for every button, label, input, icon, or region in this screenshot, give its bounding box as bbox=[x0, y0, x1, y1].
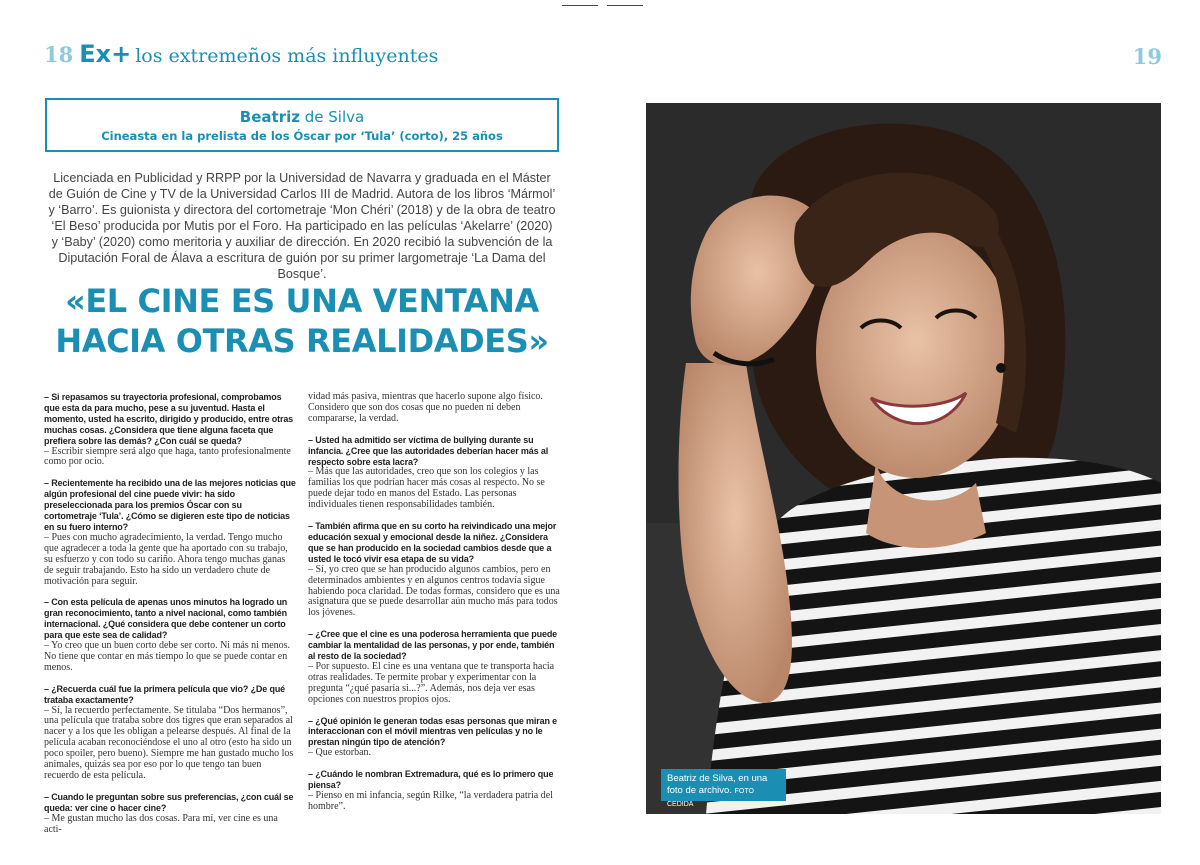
crop-mark-right bbox=[607, 0, 643, 6]
portrait-illustration bbox=[646, 103, 1161, 814]
qa-block bbox=[44, 597, 296, 673]
headline-line-2: HACIA OTRAS REALIDADES» bbox=[55, 322, 549, 360]
interview-column-right bbox=[308, 392, 560, 823]
question: – ¿Cuándo le nombran Extremadura, qué es lo primero que piensa? bbox=[308, 769, 554, 791]
profile-name bbox=[47, 108, 557, 126]
qa-block bbox=[308, 521, 560, 619]
qa-block bbox=[308, 629, 560, 705]
answer: – Me gustan mucho las dos cosas. Para mí, ver cine es una acti- bbox=[44, 812, 278, 835]
answer: – Sí, la recuerdo perfectamente. Se titulaba “Dos hermanos”, una película que trataba sobre dos tigres que eran separados al nacer y a los que les obligan a pelearse después. Al final de la película acaban reconociéndose el uno al otro (esto ha sido un poco spoiler, pero bueno). Siempre me han gustado mucho los animales, quizás sea por eso por lo que tengo tan buen recuerdo de esta película. bbox=[44, 704, 294, 781]
bio-paragraph: Licenciada en Publicidad y RRPP por la Universidad de Navarra y graduada en el Máster de Guión de Cine y TV de la Universidad Carlos III de Madrid. Autora de los libros ‘Mármol’ y ‘Barro’. Es guionista y directora del cortometraje ‘Mon Chéri’ (2018) y de la obra de teatro ‘El Beso’ producida por Mutis por el Foro. Ha participado en las películas ‘Akelarre’ (2020) y ‘Baby’ (2020) como meritoria y auxiliar de dirección. En 2020 recibió la subvención de la Diputación Foral de Álava a escritura de guión por su primer largometraje ‘La Dama del Bosque’. bbox=[48, 171, 556, 281]
profile-box bbox=[45, 98, 559, 152]
crop-mark-left bbox=[562, 0, 598, 6]
portrait-photo bbox=[646, 103, 1161, 814]
question: – También afirma que en su corto ha reivindicado una mejor educación sexual y emocional desde la niñez. ¿Considera que se han producido en la sociedad cambios desde que a usted le tocó vivir esa etapa de su vida? bbox=[308, 521, 557, 564]
question: – ¿Cree que el cine es una poderosa herramienta que puede cambiar la mentalidad de las personas, y por ende, también al resto de la sociedad? bbox=[308, 629, 558, 662]
question: – Usted ha admitido ser víctima de bullying durante su infancia. ¿Cree que las autoridades deberían hacer más al respecto sobre esta lacra? bbox=[308, 434, 549, 467]
interview-column-left bbox=[44, 392, 296, 846]
qa-continuation bbox=[308, 392, 560, 425]
brand-logo: Ex+ bbox=[79, 40, 132, 68]
photo-credit: FOTO CEDIDA bbox=[667, 788, 754, 808]
profile-role: Cineasta en la prelista de los Óscar por ‘Tula’ (corto), 25 años bbox=[101, 129, 503, 143]
qa-block bbox=[44, 684, 296, 782]
page-number-right: 19 bbox=[1132, 44, 1162, 69]
qa-block bbox=[308, 435, 560, 511]
answer: – Yo creo que un buen corto debe ser corto. Ni más ni menos. No tiene que contar en más tiempo lo que se puede contar en menos. bbox=[44, 640, 291, 673]
section-title: los extremeños más influyentes bbox=[135, 45, 439, 67]
page-header bbox=[44, 40, 438, 74]
answer: – Pienso en mi infancia, según Rilke, “la verdadera patria del hombre”. bbox=[308, 790, 553, 812]
question: – ¿Qué opinión le generan todas esas personas que miran e interaccionan con el móvil mientras ven películas y no le prestan ningún tipo de atención? bbox=[308, 715, 558, 748]
question: – ¿Recuerda cuál fue la primera película que vio? ¿De qué trataba exactamente? bbox=[44, 683, 286, 705]
answer: – Pues con mucho agradecimiento, la verdad. Tengo mucho que agradecer a toda la gente que ha aportado con su trabajo, su esfuerzo y con todo su cariño. Ahora tengo muchas ganas de seguir trabajando. Esto ha sido un verdadero chute de motivación para seguir. bbox=[44, 531, 288, 587]
qa-block bbox=[44, 478, 296, 587]
qa-block bbox=[44, 392, 296, 468]
answer-continuation: vidad más pasiva, mientras que hacerlo supone algo físico. Considero que son dos cosas que no pueden ni deben compararse, la verdad. bbox=[308, 391, 543, 424]
question: – Si repasamos su trayectoria profesional, comprobamos que esta da para mucho, pese a su juventud. Hasta el momento, usted ha escrito, dirigido y producido, entre otras muchas cosas. ¿Considera que tiene alguna faceta que prefiera sobre las demás? ¿Con cuál se queda? bbox=[44, 392, 294, 446]
answer: – Escribir siempre será algo que haga, tanto profesionalmente como por ocio. bbox=[44, 445, 291, 468]
profile-first-name: Beatriz bbox=[239, 108, 300, 126]
qa-block bbox=[44, 792, 296, 836]
question: – Con esta película de apenas unos minutos ha logrado un gran reconocimiento, tanto a nivel nacional, como también internacional. ¿Qué considera que debe contener un corto para que este sea de calidad? bbox=[44, 597, 288, 641]
question: – Cuando le preguntan sobre sus preferencias, ¿con cuál se queda: ver cine o hacer cine? bbox=[44, 791, 294, 813]
headline-line-1: «EL CINE ES UNA VENTANA bbox=[65, 282, 539, 320]
answer: – Más que las autoridades, creo que son los colegios y las familias los que podrían hacer más cosas al respecto. No se puede dejar todo en manos del Estado. Las personas individuales tienen responsabilidades también. bbox=[308, 466, 545, 511]
qa-block bbox=[308, 769, 560, 813]
caption-text: Beatriz de Silva, en una foto de archivo. bbox=[667, 773, 768, 796]
photo-caption bbox=[661, 769, 786, 808]
profile-last-name: de Silva bbox=[304, 108, 365, 126]
page-number-left: 18 bbox=[44, 42, 74, 67]
qa-block bbox=[308, 716, 560, 760]
answer: – Sí, yo creo que se han producido algunos cambios, pero en determinados ambientes y en algunos centros todavía sigue habiendo poca claridad. De todas formas, considero que es una asignatura que se puede desarrollar aún mucho más para todos los jóvenes. bbox=[308, 563, 560, 619]
headline bbox=[45, 281, 559, 361]
answer: – Por supuesto. El cine es una ventana que te transporta hacia otras realidades. Te permite probar y experimentar con la pregunta “¿qué pasaría si...?”. Además, nos deja ver esas opciones con nuestros propios ojos. bbox=[308, 660, 555, 705]
question: – Recientemente ha recibido una de las mejores noticias que algún profesional del cine puede vivir: ha sido preseleccionada para los premios Óscar con su cortometraje ‘Tula’. ¿Cómo se digieren este tipo de noticias en su fuero interno? bbox=[44, 478, 296, 532]
answer: – Que estorban. bbox=[308, 747, 372, 759]
